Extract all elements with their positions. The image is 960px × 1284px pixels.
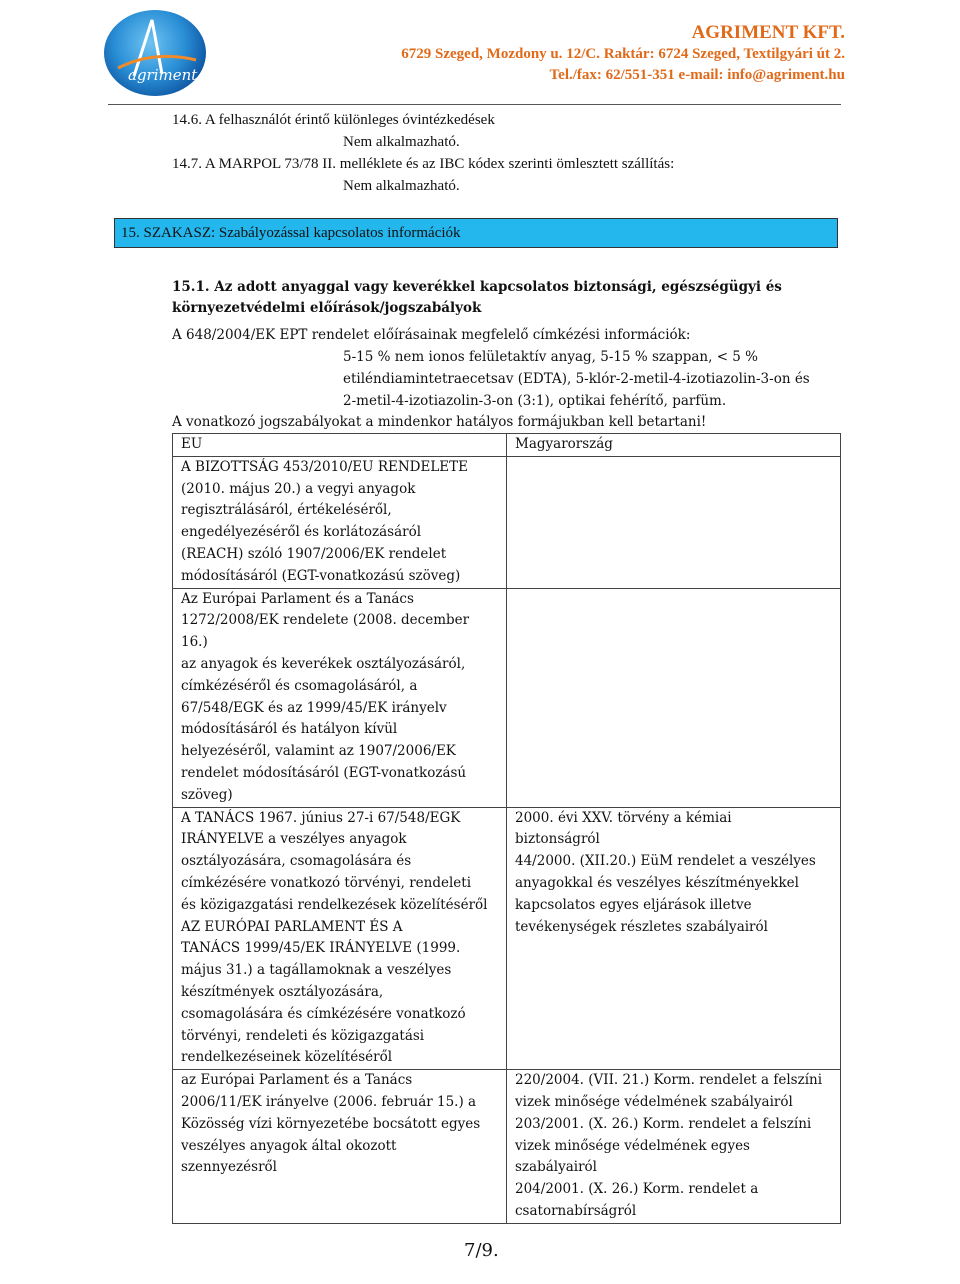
company-name: AGRIMENT KFT. — [691, 22, 845, 43]
section-14-6-value: Nem alkalmazható. — [343, 134, 460, 150]
header-divider — [108, 104, 841, 105]
section-14-7-title: 14.7. A MARPOL 73/78 II. melléklete és az IBC kódex szerinti ömlesztett szállítás: — [172, 156, 675, 172]
table-row — [173, 1070, 841, 1224]
compliance-notice: A vonatkozó jogszabályokat a mindenkor hatályos formájukban kell betartani! — [172, 414, 707, 430]
section-15-heading: 15. SZAKASZ: Szabályozással kapcsolatos információk — [114, 218, 838, 248]
eu-regulation-cell: Az Európai Parlament és a Tanács 1272/2008/EK rendelete (2008. december 16.) az anyagok és keverékek osztályozásáról, címkézéséről és csomagolásáról, a 67/548/EGK és az 1999/45/EK irányelv módosításáról és hatályon kívül helyezéséről, valamint az 1907/2006/EK rendelet módosításáról (EGT-vonatkozású szöveg) — [181, 590, 470, 803]
regulations-table — [172, 433, 841, 1224]
labeling-line-1: 5-15 % nem ionos felületaktív anyag, 5-15 % szappan, < 5 % — [343, 349, 759, 365]
eu-regulation-cell: A TANÁCS 1967. június 27-i 67/548/EGK IRÁNYELVE a veszélyes anyagok osztályozására, csomagolására és címkézésére vonatkozó törvényi, rendeleti és közigazgatási rendelkezések közelítéséről AZ EURÓPAI PARLAMENT ÉS A TANÁCS 1999/45/EK IRÁNYELVE (1999. május 31.) a tagállamoknak a veszélyes készítmények osztályozására, csomagolására és címkézésére vonatkozó törvényi, rendeleti és közigazgatási rendelkezéseinek közelítéséről — [181, 809, 488, 1066]
table-row — [173, 807, 841, 1070]
table-row — [173, 456, 841, 588]
section-15-1-title-line1: 15.1. Az adott anyaggal vagy keverékkel kapcsolatos biztonsági, egészségügyi és — [172, 279, 782, 295]
logo-text: agriment — [128, 66, 198, 84]
page-number: 7/9. — [464, 1240, 499, 1261]
eu-regulation-cell: A BIZOTTSÁG 453/2010/EU RENDELETE (2010. május 20.) a vegyi anyagok regisztrálásáról, értékeléséről, engedélyezéséről és korlátozásáról (REACH) szóló 1907/2006/EK rendelet módosításáról (EGT-vonatkozású szöveg) — [181, 458, 469, 584]
table-header-row — [173, 434, 841, 457]
header-hungary: Magyarország — [507, 434, 841, 457]
section-14-7-value: Nem alkalmazható. — [343, 178, 460, 194]
table-row — [173, 588, 841, 807]
company-logo — [104, 10, 206, 96]
hu-regulation-cell: 220/2004. (VII. 21.) Korm. rendelet a felszíni vizek minősége védelmének szabályairól 203/2001. (X. 26.) Korm. rendelet a felszíni vizek minősége védelmének egyes szabályairól 204/2001. (X. 26.) Korm. rendelet a csatornabírságról — [515, 1072, 823, 1219]
section-14-6-title: 14.6. A felhasználót érintő különleges óvintézkedések — [172, 112, 495, 128]
company-contact: Tel./fax: 62/551-351 e-mail: info@agriment.hu — [549, 67, 845, 83]
labeling-line-2: etiléndiamintetraecetsav (EDTA), 5-klór-2-metil-4-izotiazolin-3-on és — [343, 371, 810, 387]
eu-regulation-cell: az Európai Parlament és a Tanács 2006/11/EK irányelve (2006. február 15.) a Közösség vízi környezetébe bocsátott egyes veszélyes anyagok által okozott szennyezésről — [181, 1072, 481, 1176]
header-eu: EU — [173, 434, 507, 457]
hu-regulation-cell: 2000. évi XXV. törvény a kémiai biztonságról 44/2000. (XII.20.) EüM rendelet a veszélyes anyagokkal és veszélyes készítményekkel kapcsolatos egyes eljárások illetve tevékenységek részletes szabályairól — [515, 809, 816, 935]
labeling-line-3: 2-metil-4-izotiazolin-3-on (3:1), optikai fehérítő, parfüm. — [343, 393, 727, 409]
company-address: 6729 Szeged, Mozdony u. 12/C. Raktár: 6724 Szeged, Textilgyári út 2. — [401, 46, 845, 62]
company-info — [401, 22, 845, 86]
labeling-intro: A 648/2004/EK EPT rendelet előírásainak megfelelő címkézési információk: — [172, 327, 691, 343]
section-15-1-title-line2: környezetvédelmi előírások/jogszabályok — [172, 300, 482, 316]
